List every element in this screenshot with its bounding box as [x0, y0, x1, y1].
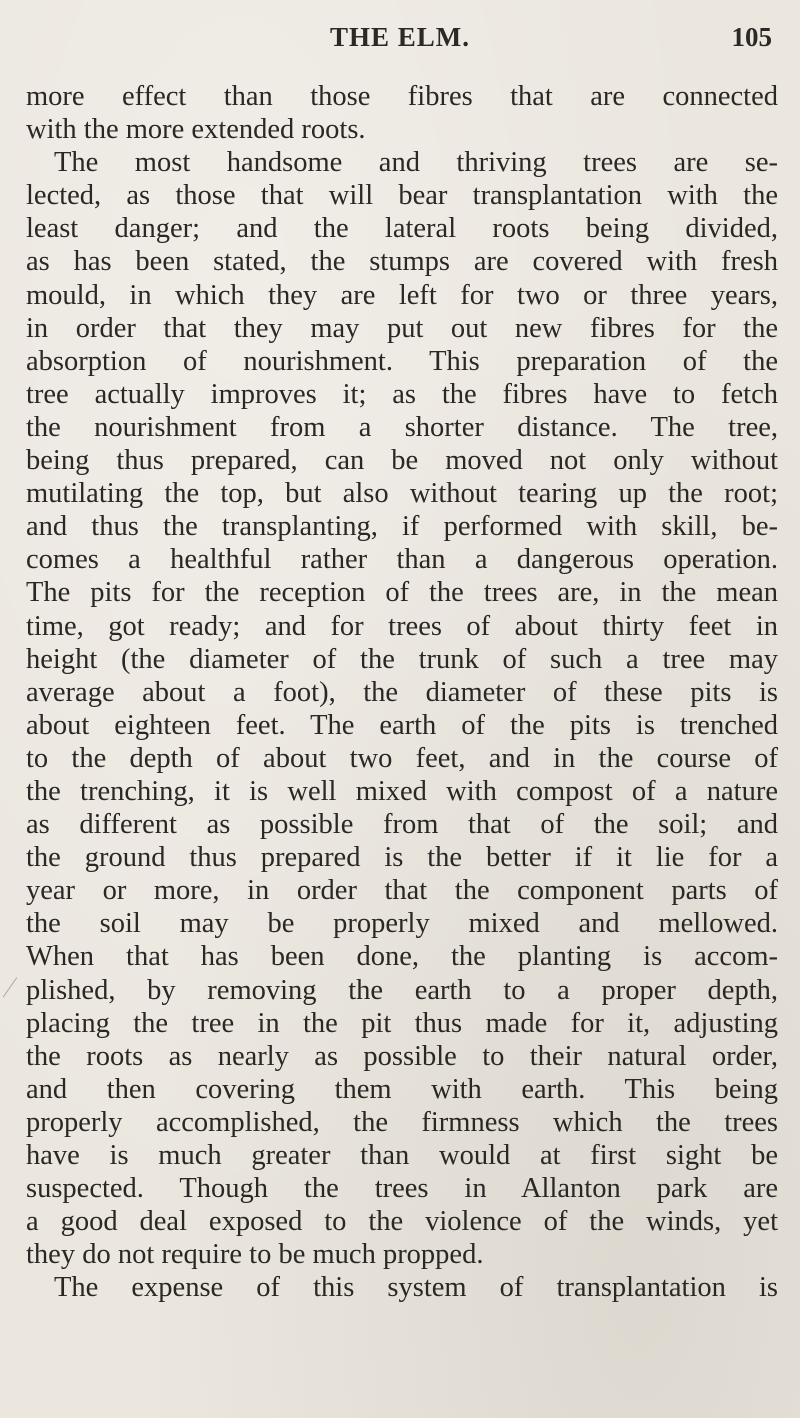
running-title: THE ELM.: [329, 22, 471, 52]
text-line: the trenching, it is well mixed with compost of a nature: [26, 775, 778, 807]
text-line: being thus prepared, can be moved not only without: [26, 445, 778, 477]
text-line: as has been stated, the stumps are covered with fresh: [26, 246, 778, 278]
text-line: more effect than those fibres that are connected: [26, 81, 778, 112]
text-line: placing the tree in the pit thus made for it, adjusting: [26, 1007, 778, 1039]
text-line: year or more, in order that the component parts of: [26, 875, 778, 907]
text-line: tree actually improves it; as the fibres have to fetch: [26, 378, 778, 410]
text-line: in order that they may put out new fibres for the: [26, 312, 778, 344]
text-line: comes a healthful rather than a dangerous operation.: [26, 544, 778, 576]
text-line: the ground thus prepared is the better if it lie for a: [26, 842, 778, 874]
text-line: When that has been done, the planting is accom-: [26, 941, 778, 973]
text-line: mould, in which they are left for two or three years,: [26, 279, 778, 311]
text-line: The most handsome and thriving trees are se-: [54, 147, 778, 179]
text-line: time, got ready; and for trees of about thirty feet in: [26, 610, 778, 642]
text-line: the soil may be properly mixed and mellowed.: [26, 908, 778, 940]
text-line: properly accomplished, the firmness which the trees: [26, 1106, 778, 1138]
text-line: a good deal exposed to the violence of the winds, yet: [26, 1206, 778, 1238]
text-line: The expense of this system of transplantation is: [54, 1272, 778, 1304]
text-line: plished, by removing the earth to a proper depth,: [26, 974, 778, 1006]
text-line: The pits for the reception of the trees are, in the mean: [26, 577, 778, 609]
page-number: 105: [731, 22, 772, 52]
text-line: absorption of nourishment. This preparation of the: [26, 345, 778, 377]
text-line: about eighteen feet. The earth of the pits is trenched: [26, 709, 778, 741]
text-line: and then covering them with earth. This being: [26, 1073, 778, 1105]
text-line: suspected. Though the trees in Allanton park are: [26, 1173, 778, 1205]
text-line: and thus the transplanting, if performed with skill, be-: [26, 511, 778, 543]
text-line: lected, as those that will bear transplantation with the: [26, 180, 778, 212]
text-line: they do not require to be much propped.: [26, 1239, 484, 1271]
text-line: least danger; and the lateral roots being divided,: [26, 213, 778, 245]
text-line: height (the diameter of the trunk of such a tree may: [26, 643, 778, 675]
text-line: to the depth of about two feet, and in the course of: [26, 742, 778, 774]
body-text: [26, 80, 778, 1304]
text-line: the roots as nearly as possible to their natural order,: [26, 1040, 778, 1072]
text-line: the nourishment from a shorter distance. The tree,: [26, 411, 778, 443]
text-line: with the more extended roots.: [26, 114, 366, 146]
text-line: mutilating the top, but also without tearing up the root;: [26, 478, 778, 510]
text-line: as different as possible from that of the soil; and: [26, 809, 778, 841]
text-line: have is much greater than would at first sight be: [26, 1140, 778, 1171]
running-head: [0, 22, 800, 62]
text-line: average about a foot), the diameter of these pits is: [26, 676, 778, 708]
